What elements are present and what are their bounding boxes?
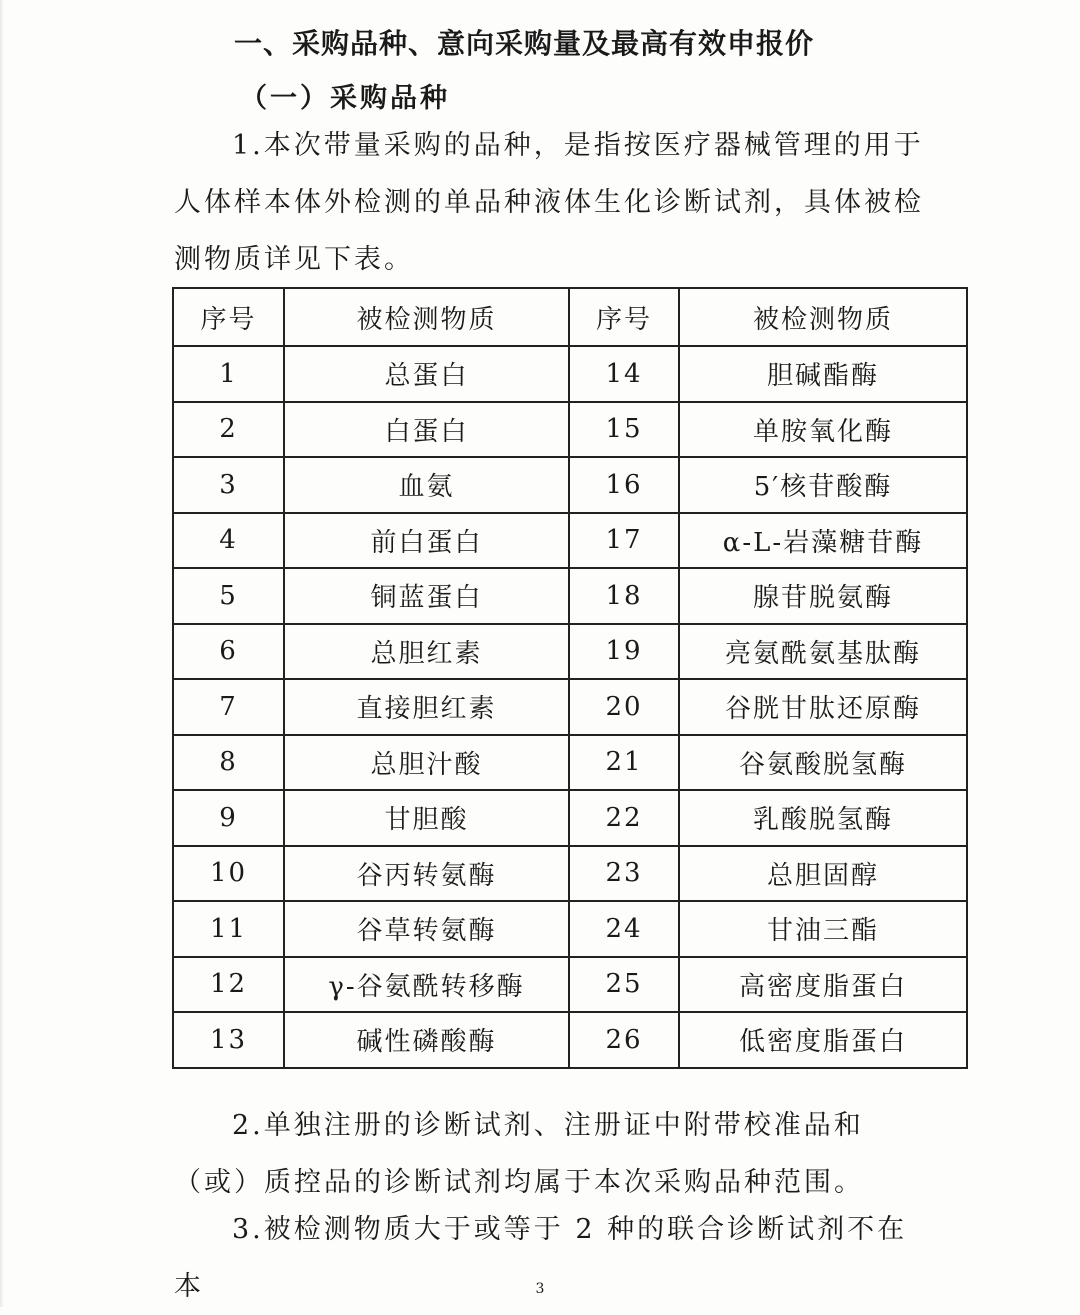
row-number-left: 1: [173, 346, 284, 402]
table-row: [173, 846, 967, 902]
row-number-right: 25: [569, 957, 679, 1013]
table-row: [173, 790, 967, 846]
row-substance-right: 总胆固醇: [679, 846, 967, 902]
row-number-right: 23: [569, 846, 679, 902]
row-substance-right: 谷胱甘肽还原酶: [679, 679, 967, 735]
table-row: [173, 1012, 967, 1068]
row-number-left: 5: [173, 568, 284, 624]
header-substance-left: 被检测物质: [284, 288, 569, 346]
row-substance-right: 腺苷脱氨酶: [679, 568, 967, 624]
row-number-left: 10: [173, 846, 284, 902]
row-substance-left: 血氨: [284, 457, 569, 513]
table-row: [173, 402, 967, 458]
row-substance-left: 总胆汁酸: [284, 735, 569, 791]
row-number-left: 4: [173, 513, 284, 569]
row-substance-left: 谷丙转氨酶: [284, 846, 569, 902]
table-row: [173, 901, 967, 957]
table-row: [173, 735, 967, 791]
row-substance-left: 铜蓝蛋白: [284, 568, 569, 624]
row-number-left: 2: [173, 402, 284, 458]
row-number-left: 6: [173, 624, 284, 680]
paragraph-3: [174, 1201, 934, 1315]
row-substance-left: 总蛋白: [284, 346, 569, 402]
table-header-row: [173, 288, 967, 346]
row-substance-left: 前白蛋白: [284, 513, 569, 569]
row-number-right: 17: [569, 513, 679, 569]
row-substance-left: γ-谷氨酰转移酶: [284, 957, 569, 1013]
row-number-right: 19: [569, 624, 679, 680]
row-substance-right: 高密度脂蛋白: [679, 957, 967, 1013]
table-body: [173, 346, 967, 1068]
paragraph-2-text: 2.单独注册的诊断试剂、注册证中附带校准品和（或）质控品的诊断试剂均属于本次采购品种范围。: [174, 1110, 864, 1198]
row-substance-right: 低密度脂蛋白: [679, 1012, 967, 1068]
table-row: [173, 346, 967, 402]
row-number-left: 11: [173, 901, 284, 957]
row-number-left: 7: [173, 679, 284, 735]
row-number-left: 13: [173, 1012, 284, 1068]
row-number-right: 16: [569, 457, 679, 513]
header-number-right: 序号: [569, 288, 679, 346]
row-substance-left: 直接胆红素: [284, 679, 569, 735]
row-number-right: 26: [569, 1012, 679, 1068]
paragraph-1-text: 1.本次带量采购的品种，是指按医疗器械管理的用于人体样本体外检测的单品种液体生化诊断试剂，具体被检测物质详见下表。: [174, 130, 924, 275]
row-number-right: 14: [569, 346, 679, 402]
row-substance-right: 甘油三酯: [679, 901, 967, 957]
paragraph-2: [174, 1097, 934, 1211]
row-number-left: 8: [173, 735, 284, 791]
row-substance-right: 胆碱酯酶: [679, 346, 967, 402]
row-number-right: 22: [569, 790, 679, 846]
row-substance-left: 甘胆酸: [284, 790, 569, 846]
page-number: 3: [535, 1281, 545, 1297]
row-number-left: 12: [173, 957, 284, 1013]
row-substance-right: 乳酸脱氢酶: [679, 790, 967, 846]
row-substance-left: 碱性磷酸酶: [284, 1012, 569, 1068]
row-substance-right: α-L-岩藻糖苷酶: [679, 513, 967, 569]
table-row: [173, 457, 967, 513]
paragraph-3-text: 3.被检测物质大于或等于 2 种的联合诊断试剂不在本: [174, 1214, 908, 1302]
row-substance-right: 亮氨酰氨基肽酶: [679, 624, 967, 680]
row-number-right: 24: [569, 901, 679, 957]
row-number-right: 18: [569, 568, 679, 624]
table-row: [173, 513, 967, 569]
table-row: [173, 568, 967, 624]
row-number-left: 9: [173, 790, 284, 846]
row-substance-left: 总胆红素: [284, 624, 569, 680]
table-row: [173, 679, 967, 735]
row-substance-right: 5′核苷酸酶: [679, 457, 967, 513]
header-number-left: 序号: [173, 288, 284, 346]
row-number-right: 21: [569, 735, 679, 791]
row-substance-right: 谷氨酸脱氢酶: [679, 735, 967, 791]
table-row: [173, 624, 967, 680]
paragraph-1: [174, 117, 934, 288]
section-heading: 一、采购品种、意向采购量及最高有效申报价: [234, 27, 815, 60]
row-number-right: 20: [569, 679, 679, 735]
row-substance-left: 白蛋白: [284, 402, 569, 458]
header-substance-right: 被检测物质: [679, 288, 967, 346]
subsection-heading: （一）采购品种: [240, 83, 450, 114]
substances-table: [172, 287, 968, 1069]
row-number-left: 3: [173, 457, 284, 513]
page-edge: [0, 0, 4, 1307]
row-number-right: 15: [569, 402, 679, 458]
row-substance-left: 谷草转氨酶: [284, 901, 569, 957]
table-row: [173, 957, 967, 1013]
row-substance-right: 单胺氧化酶: [679, 402, 967, 458]
